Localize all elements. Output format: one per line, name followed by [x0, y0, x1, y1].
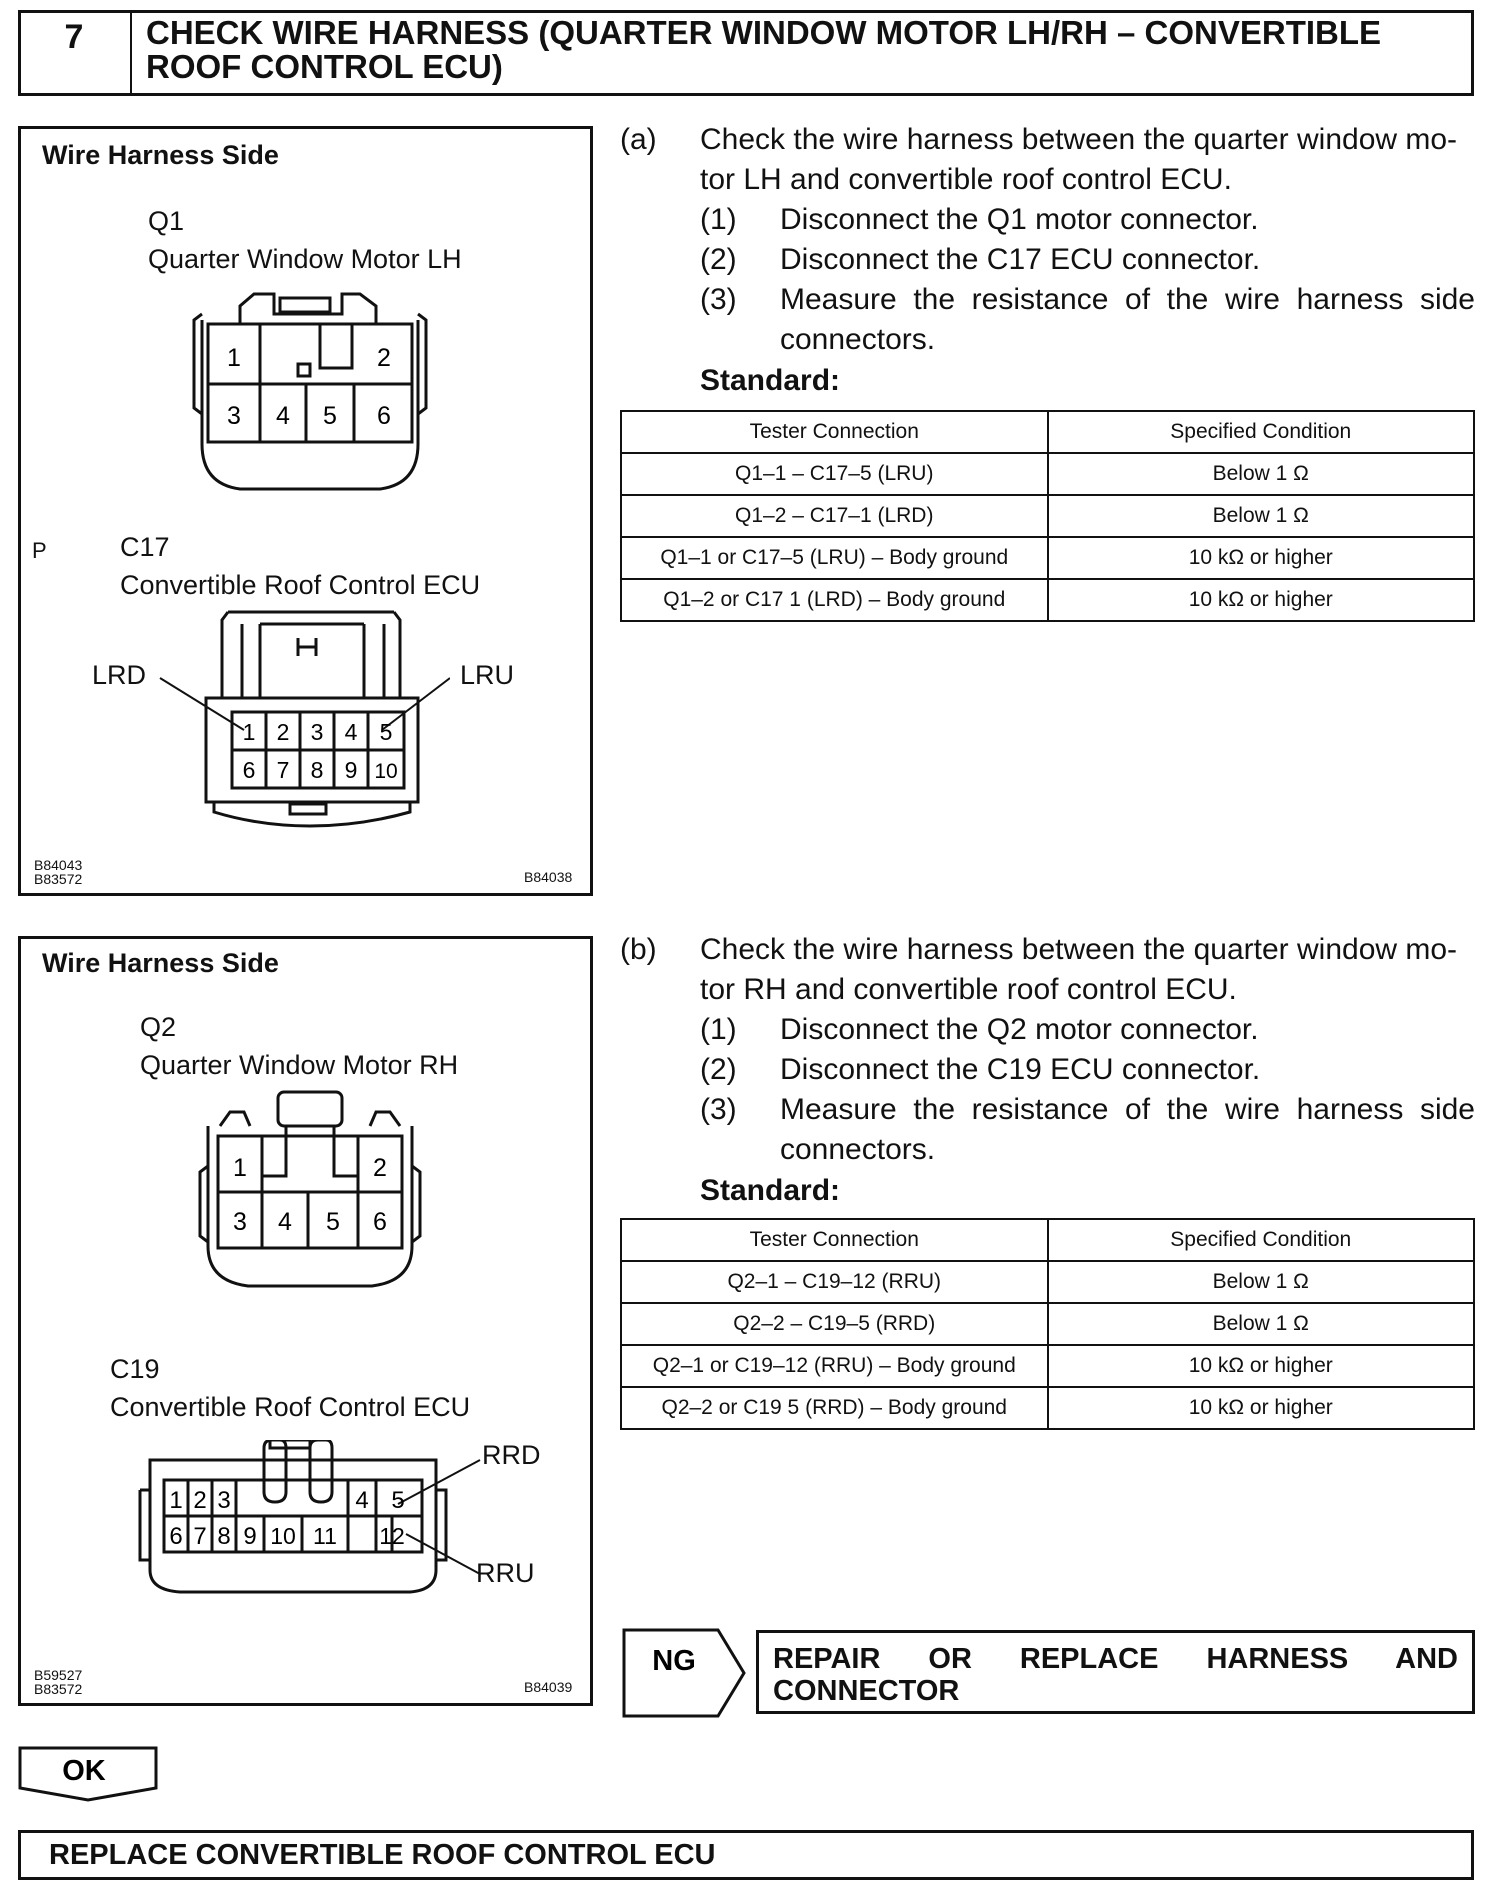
c17-pin-6: 6 [242, 757, 256, 783]
figure-2-title: Wire Harness Side [42, 948, 279, 978]
figure-1-label-lrd: LRD [92, 660, 147, 690]
figure-2-conn1-name: Quarter Window Motor RH [140, 1050, 459, 1080]
table-row [621, 579, 1474, 621]
q1-pin-5: 5 [323, 402, 337, 430]
figure-1-code-b: B83572 [34, 871, 83, 887]
figure-1-conn2-name: Convertible Roof Control ECU [120, 570, 481, 600]
figure-2-conn1-id: Q2 [140, 1012, 177, 1042]
section-a-text-1: Check the wire harness between the quarter window mo- [700, 123, 1458, 156]
table-row [621, 537, 1474, 579]
table-cell: Q2–1 – C19–12 (RRU) [621, 1261, 1048, 1303]
c19-pin-9: 9 [243, 1523, 257, 1550]
table-cell: Q2–2 – C19–5 (RRD) [621, 1303, 1048, 1345]
section-b-spec-table [620, 1218, 1475, 1430]
section-a-step-1-text: Disconnect the Q1 motor connector. [780, 203, 1259, 236]
c19-pin-2: 2 [193, 1487, 207, 1514]
figure-1-side-mark: P [32, 538, 47, 563]
c17-connector-drawing [150, 600, 450, 840]
figure-2-code-c: B84039 [524, 1679, 573, 1695]
figure-1-conn1-id: Q1 [148, 206, 185, 236]
table-header-row [621, 1219, 1474, 1261]
section-b-standard-label: Standard: [700, 1174, 841, 1207]
step-title-line1: CHECK WIRE HARNESS (QUARTER WINDOW MOTOR LH/RH – CONVERTIBLE [146, 14, 1382, 51]
table-cell: Q1–2 or C17 1 (LRD) – Body ground [621, 579, 1048, 621]
figure-1-code-a: B84043 [34, 857, 83, 873]
q2-pin-3: 3 [233, 1208, 247, 1236]
step-number: 7 [18, 10, 132, 96]
q1-pin-2: 2 [377, 344, 391, 372]
c17-pin-1: 1 [242, 719, 256, 745]
section-b-step-2-text: Disconnect the C19 ECU connector. [780, 1053, 1261, 1086]
section-a-step-1-num: (1) [700, 203, 737, 236]
table-cell: 10 kΩ or higher [1048, 1387, 1475, 1429]
figure-2-conn2-id: C19 [110, 1354, 160, 1384]
ok-label: OK [62, 1755, 106, 1787]
figure-1-code-c: B84038 [524, 869, 573, 885]
ok-tag [18, 1746, 158, 1802]
table-cell: Below 1 Ω [1048, 1303, 1475, 1345]
q2-pin-4: 4 [278, 1208, 292, 1236]
c19-pin-11: 11 [313, 1523, 337, 1549]
ok-result-text: REPLACE CONVERTIBLE ROOF CONTROL ECU [49, 1839, 716, 1871]
table-row [621, 1387, 1474, 1429]
table-header-cell: Specified Condition [1048, 411, 1475, 453]
table-header-cell: Tester Connection [621, 1219, 1048, 1261]
section-a-step-3-text: Measure the resistance of the wire harness side [780, 283, 1475, 316]
c17-pin-7: 7 [276, 757, 290, 783]
q1-pin-1: 1 [227, 344, 241, 372]
c17-pin-2: 2 [276, 719, 290, 745]
section-b-step-2-num: (2) [700, 1053, 737, 1086]
section-b-text-1: Check the wire harness between the quarter window mo- [700, 933, 1458, 966]
c17-pin-3: 3 [310, 719, 324, 745]
table-cell: 10 kΩ or higher [1048, 1345, 1475, 1387]
ng-result-box [756, 1630, 1475, 1714]
section-a-step-2-text: Disconnect the C17 ECU connector. [780, 243, 1261, 276]
table-row [621, 1303, 1474, 1345]
table-row [621, 453, 1474, 495]
q1-pin-3: 3 [227, 402, 241, 430]
c19-connector-drawing [130, 1440, 490, 1600]
q2-pin-5: 5 [326, 1208, 340, 1236]
c19-pin-8: 8 [217, 1523, 231, 1550]
q1-pin-4: 4 [276, 402, 290, 430]
section-b-marker: (b) [620, 933, 657, 966]
section-b-step-3-num: (3) [700, 1093, 737, 1126]
figure-2-label-rrd: RRD [482, 1440, 541, 1470]
c19-pin-10: 10 [270, 1523, 296, 1549]
c19-pin-5: 5 [391, 1487, 405, 1514]
section-a-text-2: tor LH and convertible roof control ECU. [700, 163, 1232, 196]
table-cell: Below 1 Ω [1048, 453, 1475, 495]
table-cell: 10 kΩ or higher [1048, 537, 1475, 579]
step-title-line2: ROOF CONTROL ECU) [146, 48, 503, 85]
c17-pin-4: 4 [344, 719, 358, 745]
section-b-text-2: tor RH and convertible roof control ECU. [700, 973, 1237, 1006]
figure-1-conn1-name: Quarter Window Motor LH [148, 244, 462, 274]
table-cell: Q2–1 or C19–12 (RRU) – Body ground [621, 1345, 1048, 1387]
section-b-step-1-text: Disconnect the Q2 motor connector. [780, 1013, 1259, 1046]
table-row [621, 1345, 1474, 1387]
ng-arrow-tag [622, 1628, 748, 1718]
c17-pin-8: 8 [310, 757, 324, 783]
table-cell: Q1–2 – C17–1 (LRD) [621, 495, 1048, 537]
table-cell: 10 kΩ or higher [1048, 579, 1475, 621]
c19-pin-7: 7 [193, 1523, 207, 1550]
section-b-step-3-text: Measure the resistance of the wire harness side [780, 1093, 1475, 1126]
c17-pin-9: 9 [344, 757, 358, 783]
table-cell: Below 1 Ω [1048, 1261, 1475, 1303]
figure-2-label-rru: RRU [476, 1558, 535, 1588]
table-header-cell: Tester Connection [621, 411, 1048, 453]
q1-pin-6: 6 [377, 402, 391, 430]
ng-result-line1: REPAIR OR REPLACE HARNESS AND [773, 1643, 1458, 1675]
ng-label: NG [652, 1645, 696, 1677]
figure-1-conn2-id: C17 [120, 532, 170, 562]
ok-result-box [18, 1830, 1474, 1880]
figure-2-code-b: B83572 [34, 1681, 83, 1697]
figure-1-label-lru: LRU [460, 660, 515, 690]
table-cell: Q1–1 – C17–5 (LRU) [621, 453, 1048, 495]
section-b-step-3-text-2: connectors. [780, 1133, 936, 1166]
c19-pin-12: 12 [379, 1523, 405, 1549]
table-cell: Q1–1 or C17–5 (LRU) – Body ground [621, 537, 1048, 579]
c19-pin-1: 1 [169, 1487, 183, 1514]
figure-2-code-a: B59527 [34, 1667, 83, 1683]
q1-connector-drawing [180, 284, 440, 504]
ng-result-line2: CONNECTOR [773, 1675, 960, 1707]
table-row [621, 1261, 1474, 1303]
figure-2-conn2-name: Convertible Roof Control ECU [110, 1392, 471, 1422]
section-a-standard-label: Standard: [700, 364, 841, 397]
q2-connector-drawing [190, 1086, 430, 1296]
section-b-step-1-num: (1) [700, 1013, 737, 1046]
table-row [621, 495, 1474, 537]
step-title [146, 16, 1456, 84]
section-a-marker: (a) [620, 123, 657, 156]
section-a-step-3-text-2: connectors. [780, 323, 936, 356]
c17-pin-10: 10 [374, 760, 398, 783]
q2-pin-1: 1 [233, 1154, 247, 1182]
table-header-row [621, 411, 1474, 453]
figure-1-title: Wire Harness Side [42, 140, 279, 170]
section-a-step-2-num: (2) [700, 243, 737, 276]
table-cell: Q2–2 or C19 5 (RRD) – Body ground [621, 1387, 1048, 1429]
q2-pin-6: 6 [373, 1208, 387, 1236]
section-a-spec-table [620, 410, 1475, 622]
section-a-step-3-num: (3) [700, 283, 737, 316]
c17-pin-5: 5 [379, 719, 393, 745]
c19-pin-6: 6 [169, 1523, 183, 1550]
c19-pin-3: 3 [217, 1487, 231, 1514]
table-header-cell: Specified Condition [1048, 1219, 1475, 1261]
q2-pin-2: 2 [373, 1154, 387, 1182]
c19-pin-4: 4 [355, 1487, 369, 1514]
table-cell: Below 1 Ω [1048, 495, 1475, 537]
